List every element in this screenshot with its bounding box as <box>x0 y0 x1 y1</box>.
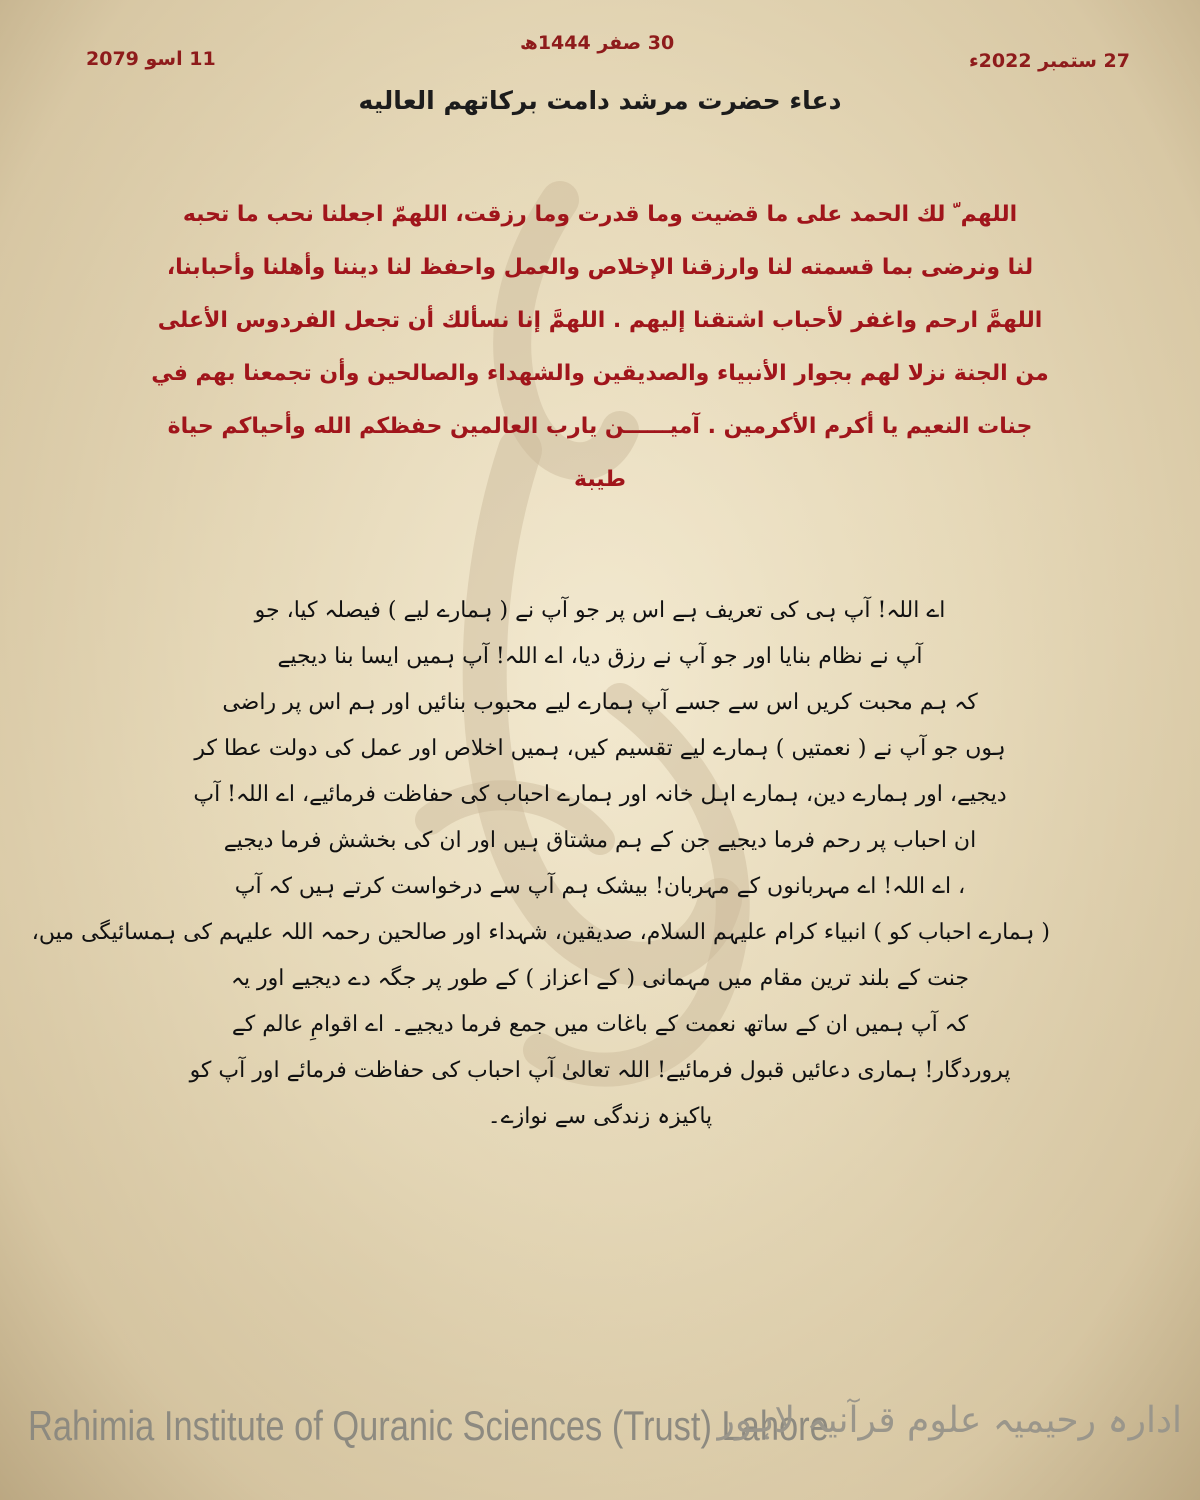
urdu-line: ، اے اللہ! اے مہربانوں کے مہربان! بیشک ہم آپ سے درخواست کرتے ہیں کہ آپ <box>234 874 966 899</box>
urdu-line: ہوں جو آپ نے ( نعمتیں ) ہمارے لیے تقسیم کیں، ہمیں اخلاص اور عمل کی دولت عطا کر <box>194 736 1006 761</box>
urdu-line: پاکیزہ زندگی سے نوازے۔ <box>487 1104 713 1129</box>
date-hijri: 30 صفر 1444ھ <box>520 32 675 54</box>
footer-institute-name-english: Rahimia Institute of Quranic Sciences (Trust) Lahore <box>28 1402 829 1449</box>
urdu-line: کہ آپ ہمیں ان کے ساتھ نعمت کے باغات میں جمع فرما دیجیے۔ اے اقوامِ عالم کے <box>231 1012 969 1037</box>
page-title: دعاء حضرت مرشد دامت برکاتهم العالیه <box>358 86 842 115</box>
urdu-line: ان احباب پر رحم فرما دیجیے جن کے ہم مشتاق ہیں اور ان کی بخشش فرما دیجیے <box>223 828 977 853</box>
date-gregorian: 27 ستمبر 2022ء <box>968 50 1130 72</box>
urdu-line: پروردگار! ہماری دعائیں قبول فرمائیے! اللہ تعالیٰ آپ احباب کی حفاظت فرمائے اور آپ کو <box>189 1058 1011 1083</box>
footer-institute-logo-urdu: ادارہ رحیمیہ علوم قرآنیہ لاہور <box>717 1400 1182 1441</box>
urdu-line: جنت کے بلند ترین مقام میں مہمانی ( کے اعزاز ) کے طور پر جگہ دے دیجیے اور یہ <box>231 966 969 991</box>
arabic-line: اللهمَّ ارحم واغفر لأحباب اشتقنا إليهم . اللهمَّ إنا نسألك أن تجعل الفردوس الأعلى <box>157 308 1043 333</box>
date-bikrami: 11 اسو 2079 <box>86 48 216 70</box>
urdu-line: ( ہمارے احباب کو ) انبیاء کرام علیہم السلام، صدیقین، شہداء اور صالحین رحمہ اللہ علیہم کی ہمسائیگی میں، <box>31 920 1050 945</box>
urdu-line: کہ ہم محبت کریں اس سے جسے آپ ہمارے لیے محبوب بنائیں اور ہم اس پر راضی <box>222 690 978 715</box>
urdu-line: آپ نے نظام بنایا اور جو آپ نے رزق دیا، اے اللہ! آپ ہمیں ایسا بنا دیجیے <box>277 644 923 669</box>
arabic-line: من الجنة نزلا لهم بجوار الأنبياء والصديقين والشهداء والصالحين وأن تجمعنا بهم في <box>151 361 1049 386</box>
arabic-line: جنات النعيم يا أكرم الأكرمين . آميــــــن يارب العالمين حفظكم الله وأحياكم حياة <box>167 414 1033 439</box>
arabic-dua <box>90 188 1110 506</box>
urdu-line: اے اللہ! آپ ہی کی تعریف ہے اس پر جو آپ نے ( ہمارے لیے ) فیصلہ کیا، جو <box>254 598 946 623</box>
arabic-line: اللهم ّ لك الحمد على ما قضيت وما قدرت وما رزقت، اللهمّ اجعلنا نحب ما تحبه <box>182 202 1018 227</box>
arabic-line: لنا ونرضى بما قسمته لنا وارزقنا الإخلاص والعمل واحفظ لنا ديننا وأهلنا وأحبابنا، <box>166 255 1034 280</box>
arabic-line: طيبة <box>573 467 627 492</box>
urdu-line: دیجیے، اور ہمارے دین، ہمارے اہل خانہ اور ہمارے احباب کی حفاظت فرمائیے، اے اللہ! آپ <box>193 782 1007 807</box>
urdu-translation <box>31 588 1050 1140</box>
